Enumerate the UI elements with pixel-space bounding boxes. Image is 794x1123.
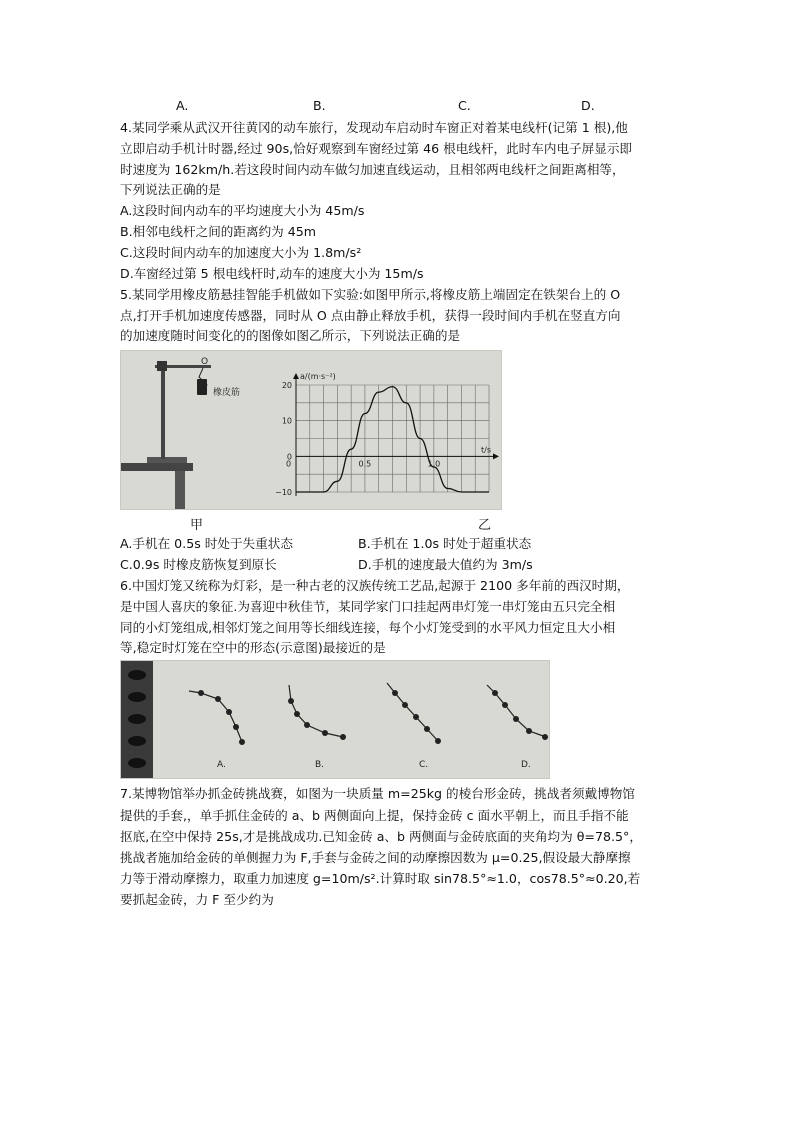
q6-stem-line: 6.中国灯笼又统称为灯彩，是一种古老的汉族传统工艺品,起源于 2100 多年前的西汉时期，	[120, 578, 630, 593]
q7-stem-line: 抠底,在空中保持 25s,才是挑战成功.已知金砖 a、b 两侧面与金砖底面的夹角均为 θ=78.5°，	[120, 829, 642, 844]
x-axis-label: t/s	[481, 445, 491, 455]
q5-figure-svg	[121, 351, 501, 509]
x-axis-arrow	[493, 453, 499, 459]
q4-stem-line: 下列说法正确的是	[120, 182, 221, 197]
q5-option-c: C.0.9s 时橡皮筋恢复到原长	[120, 557, 277, 572]
y-tick-label: 20	[281, 381, 292, 390]
q5-option-a: A.手机在 0.5s 时处于失重状态	[120, 536, 293, 551]
q5-figure	[120, 350, 502, 510]
q4-option-d: D.车窗经过第 5 根电线杆时,动车的速度大小为 15m/s	[120, 266, 424, 281]
q7-stem-line: 要抓起金砖，力 F 至少约为	[120, 892, 274, 907]
rubber-band	[197, 368, 207, 395]
q3-option-d: D.	[581, 98, 595, 113]
panel-label-d: D.	[521, 760, 531, 770]
caption-jia: 甲	[190, 518, 204, 533]
panel-label-a: A.	[217, 760, 226, 770]
q7-stem-line: 挑战者施加给金砖的单侧握力为 F,手套与金砖之间的动摩擦因数为 μ=0.25,假设最大静摩擦	[120, 850, 631, 865]
q5-stem-line: 点,打开手机加速度传感器，同时从 O 点由静止释放手机，获得一段时间内手机在竖直方向	[120, 308, 621, 323]
q6-figure-svg	[121, 661, 549, 778]
q6-figure	[120, 660, 550, 779]
q4-stem-line: 时速度为 162km/h.若这段时间内动车做匀加速直线运动，且相邻两电线杆之间距离相等，	[120, 162, 625, 177]
q4-option-a: A.这段时间内动车的平均速度大小为 45m/s	[120, 203, 365, 218]
q7-stem-line: 7.某博物馆举办抓金砖挑战赛，如图为一块质量 m=25kg 的棱台形金砖，挑战者须戴博物馆	[120, 786, 635, 801]
band-label: 橡皮筋	[213, 388, 241, 398]
panel-label-c: C.	[419, 760, 429, 770]
q5-stem-line: 的加速度随时间变化的的图像如图乙所示，下列说法正确的是	[120, 328, 461, 343]
caption-yi: 乙	[478, 518, 492, 533]
y-tick-label: −10	[275, 488, 292, 497]
q4-option-b: B.相邻电线杆之间的距离约为 45m	[120, 224, 317, 239]
q3-option-c: C.	[458, 98, 471, 113]
lantern-option-c	[387, 683, 441, 744]
x-tick-label: 1.0	[427, 459, 441, 469]
q6-stem-line: 同的小灯笼组成,相邻灯笼之间用等长细线连接，每个小灯笼受到的水平风力恒定且大小相	[120, 620, 616, 635]
chart-axes	[293, 373, 499, 496]
q4-stem-line: 4.某同学乘从武汉开往黄冈的动车旅行，发现动车启动时车窗正对着某电线杆(记第 1 根),他	[120, 120, 628, 135]
panel-label-b: B.	[315, 760, 325, 770]
y-axis-arrow	[293, 373, 299, 379]
q4-option-c: C.这段时间内动车的加速度大小为 1.8m/s²	[120, 245, 362, 260]
q6-stem-line: 等,稳定时灯笼在空中的形态(示意图)最接近的是	[120, 640, 386, 655]
q3-option-b: B.	[313, 98, 326, 113]
point-o-label: O	[201, 357, 209, 367]
x-tick-label: 0.5	[358, 459, 372, 469]
q7-stem-line: 力等于滑动摩擦力，取重力加速度 g=10m/s².计算时取 sin78.5°≈1.0，cos78.5°≈0.20,若	[120, 871, 641, 886]
q5-stem-line: 5.某同学用橡皮筋悬挂智能手机做如下实验:如图甲所示,将橡皮筋上端固定在铁架台上的 O	[120, 287, 621, 302]
lantern-option-d	[487, 685, 548, 740]
y-tick-label: 10	[281, 416, 292, 426]
y-axis-label: a/(m·s⁻²)	[300, 372, 336, 381]
y-tick-label: 0	[286, 452, 292, 462]
lantern-option-a	[189, 690, 245, 745]
q5-option-b: B.手机在 1.0s 时处于超重状态	[358, 536, 532, 551]
q3-option-a: A.	[176, 98, 189, 113]
q4-stem-line: 立即启动手机计时器,经过 90s,恰好观察到车窗经过第 46 根电线杆，此时车内电子屏显示即	[120, 141, 633, 156]
chart-grid	[296, 385, 489, 492]
lantern-option-b	[288, 685, 346, 740]
q5-option-d: D.手机的速度最大值约为 3m/s	[358, 557, 533, 572]
q7-stem-line: 提供的手套,，单手抓住金砖的 a、b 两侧面向上提，保持金砖 c 面水平朝上，而且手指不能	[120, 808, 629, 823]
chart-ticks	[275, 381, 440, 497]
x-tick-label: 0	[286, 459, 292, 469]
q6-stem-line: 是中国人喜庆的象征.为喜迎中秋佳节，某同学家门口挂起两串灯笼一串灯笼由五只完全相	[120, 599, 616, 614]
